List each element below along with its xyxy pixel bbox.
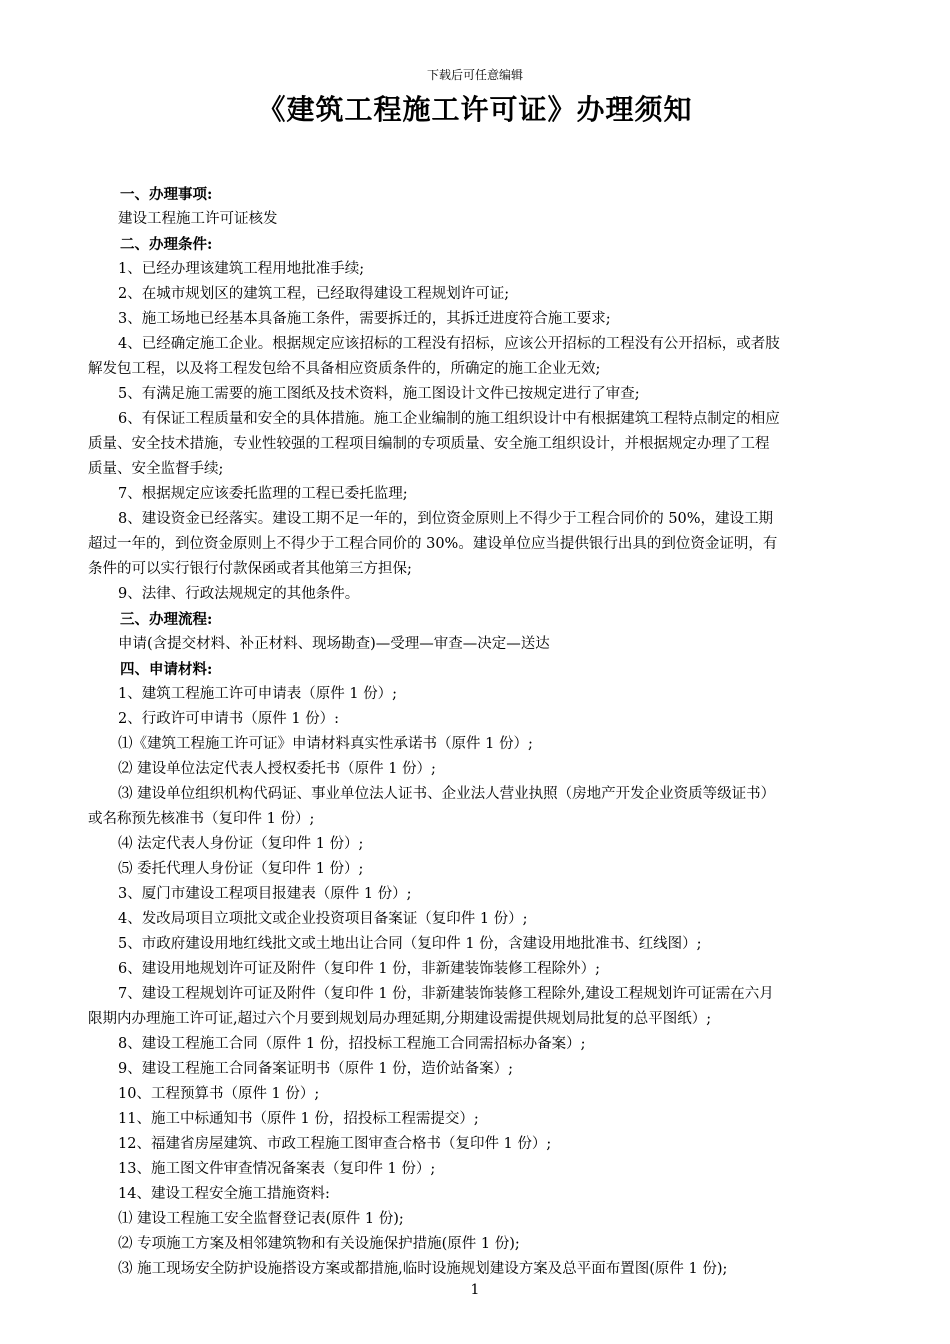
page-number: 1 [470, 1282, 480, 1298]
material-12: 12、福建省房屋建筑、市政工程施工图审查合格书（复印件 1 份）; [118, 1136, 552, 1152]
condition-9: 9、法律、行政法规规定的其他条件。 [118, 586, 360, 602]
condition-8-line-2: 超过一年的，到位资金原则上不得少于工程合同价的 30%。建设单位应当提供银行出具的到位资金证明，有 [88, 536, 778, 552]
condition-6-line-2: 质量、安全技术措施，专业性较强的工程项目编制的专项质量、安全施工组织设计，并根据规定办理了工程 [88, 436, 770, 452]
material-14-2: ⑵ 专项施工方案及相邻建筑物和有关设施保护措施(原件 1 份); [118, 1236, 520, 1252]
condition-7: 7、根据规定应该委托监理的工程已委托监理; [118, 486, 408, 502]
material-8: 8、建设工程施工合同（原件 1 份，招投标工程施工合同需招标办备案）; [118, 1036, 586, 1052]
condition-6-line-1: 6、有保证工程质量和安全的具体措施。施工企业编制的施工组织设计中有根据建筑工程特点制定的相应 [118, 411, 780, 427]
material-3: 3、厦门市建设工程项目报建表（原件 1 份）; [118, 886, 412, 902]
material-2-2: ⑵ 建设单位法定代表人授权委托书（原件 1 份）; [118, 761, 436, 777]
condition-4-line-2: 解发包工程，以及将工程发包给不具备相应资质条件的，所确定的施工企业无效; [88, 361, 601, 377]
document-body [88, 182, 884, 1282]
material-9: 9、建设工程施工合同备案证明书（原件 1 份，造价站备案）; [118, 1061, 514, 1077]
material-5: 5、市政府建设用地红线批文或土地出让合同（复印件 1 份，含建设用地批准书、红线图）; [118, 936, 702, 952]
section-text-3: 申请(含提交材料、补正材料、现场勘查)—受理—审查—决定—送达 [118, 636, 550, 652]
material-14-3: ⑶ 施工现场安全防护设施搭设方案或都措施,临时设施规划建设方案及总平面布置图(原件 1 份); [118, 1261, 728, 1277]
section-heading-1: 一、办理事项: [120, 186, 213, 203]
material-7-line-1: 7、建设工程规划许可证及附件（复印件 1 份，非新建装饰装修工程除外,建设工程规划许可证需在六月 [118, 986, 774, 1002]
material-13: 13、施工图文件审查情况备案表（复印件 1 份）; [118, 1161, 436, 1177]
material-11: 11、施工中标通知书（原件 1 份，招投标工程需提交）; [118, 1111, 479, 1127]
material-2-4: ⑷ 法定代表人身份证（复印件 1 份）; [118, 836, 364, 852]
section-heading-3: 三、办理流程: [120, 611, 213, 628]
header-note: 下载后可任意编辑 [426, 68, 523, 82]
condition-8-line-3: 条件的可以实行银行付款保函或者其他第三方担保; [88, 561, 412, 577]
condition-5: 5、有满足施工需要的施工图纸及技术资料，施工图设计文件已按规定进行了审查; [118, 386, 640, 402]
material-14: 14、建设工程安全施工措施资料: [118, 1186, 330, 1202]
material-10: 10、工程预算书（原件 1 份）; [118, 1086, 320, 1102]
material-2-1: ⑴《建筑工程施工许可证》申请材料真实性承诺书（原件 1 份）; [118, 736, 533, 752]
material-1: 1、建筑工程施工许可申请表（原件 1 份）; [118, 686, 398, 702]
material-2-5: ⑸ 委托代理人身份证（复印件 1 份）; [118, 861, 364, 877]
section-heading-4: 四、申请材料: [120, 661, 213, 678]
section-text-1: 建设工程施工许可证核发 [118, 211, 278, 227]
material-4: 4、发改局项目立项批文或企业投资项目备案证（复印件 1 份）; [118, 911, 528, 927]
material-2-3-line-1: ⑶ 建设单位组织机构代码证、事业单位法人证书、企业法人营业执照（房地产开发企业资质等级证书） [118, 786, 776, 802]
condition-4-line-1: 4、已经确定施工企业。根据规定应该招标的工程没有招标，应该公开招标的工程没有公开招标，或者肢 [118, 336, 780, 352]
material-7-line-2: 限期内办理施工许可证,超过六个月要到规划局办理延期,分期建设需提供规划局批复的总平图纸）; [88, 1011, 712, 1027]
condition-8-line-1: 8、建设资金已经落实。建设工期不足一年的，到位资金原则上不得少于工程合同价的 50%，建设工期 [118, 511, 774, 527]
condition-2: 2、在城市规划区的建筑工程，已经取得建设工程规划许可证; [118, 286, 510, 302]
material-6: 6、建设用地规划许可证及附件（复印件 1 份，非新建装饰装修工程除外）; [118, 961, 601, 977]
condition-3: 3、施工场地已经基本具备施工条件，需要拆迁的，其拆迁进度符合施工要求; [118, 311, 611, 327]
material-2: 2、行政许可申请书（原件 1 份）: [118, 711, 340, 727]
condition-1: 1、已经办理该建筑工程用地批准手续; [118, 261, 365, 277]
section-heading-2: 二、办理条件: [120, 236, 213, 253]
page-title: 《建筑工程施工许可证》办理须知 [257, 93, 693, 126]
condition-6-line-3: 质量、安全监督手续; [88, 461, 224, 477]
material-2-3-line-2: 或名称预先核准书（复印件 1 份）; [88, 811, 315, 827]
material-14-1: ⑴ 建设工程施工安全监督登记表(原件 1 份); [118, 1211, 404, 1227]
